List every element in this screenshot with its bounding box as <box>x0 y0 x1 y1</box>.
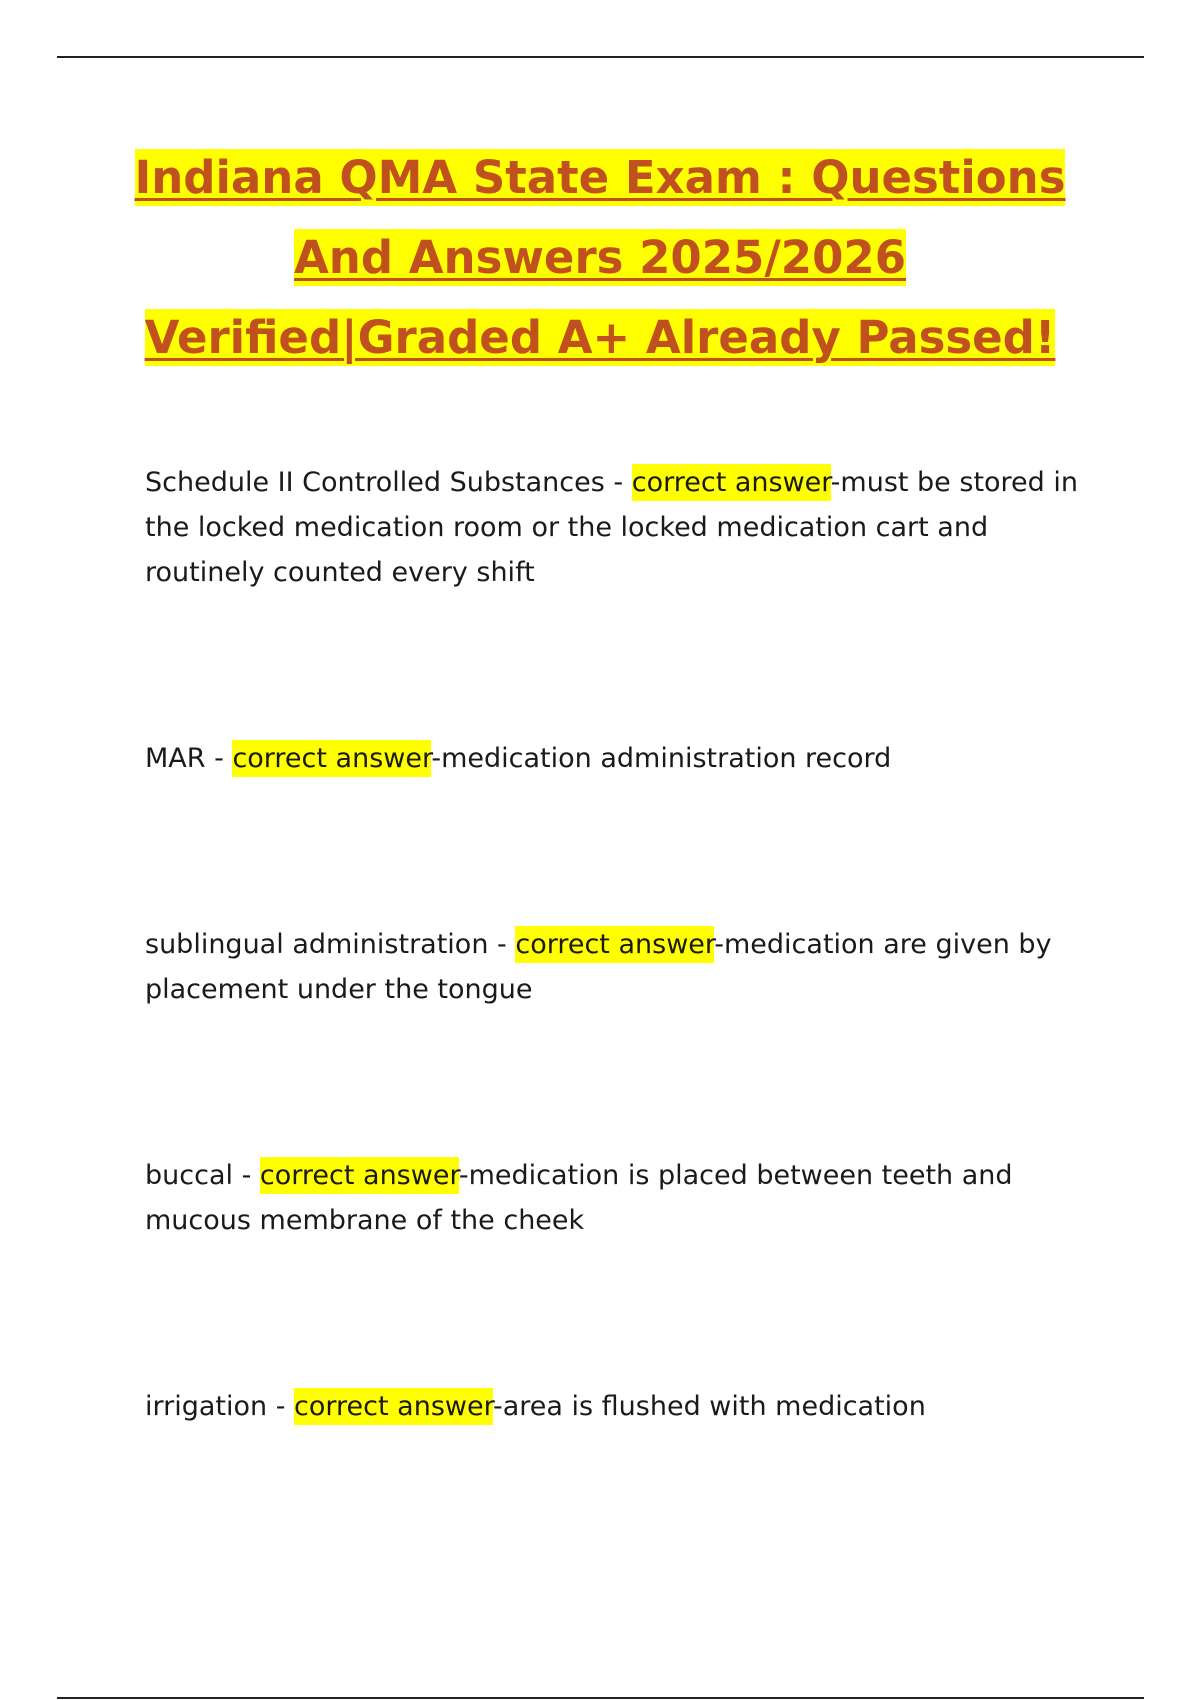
correct-answer-highlight: correct answer <box>232 740 431 777</box>
entry-term: sublingual administration - <box>145 929 516 960</box>
entry-answer: -area is flushed with medication <box>492 1391 926 1422</box>
entry-answer: -must be stored in the locked medication room or the locked medication cart and routinely counted every shift <box>145 467 1079 588</box>
qa-entry-irrigation <box>145 1384 1105 1429</box>
header-rule <box>57 56 1144 58</box>
title-line-1: Indiana QMA State Exam : Questions <box>134 151 1066 204</box>
document-title <box>60 138 1140 378</box>
qa-entry-schedule-ii <box>145 460 1105 595</box>
entry-term: irrigation - <box>145 1391 295 1422</box>
entry-term: MAR - <box>145 743 233 774</box>
correct-answer-highlight: correct answer <box>260 1157 459 1194</box>
entry-term: buccal - <box>145 1160 260 1191</box>
qa-entry-sublingual <box>145 922 1105 1012</box>
correct-answer-highlight: correct answer <box>294 1388 493 1425</box>
correct-answer-highlight: correct answer <box>632 464 831 501</box>
entry-answer: -medication is placed between teeth and mucous membrane of the cheek <box>145 1160 1013 1236</box>
entry-answer: -medication administration record <box>431 743 892 774</box>
qa-entry-mar <box>145 736 1105 781</box>
qa-entry-buccal <box>145 1153 1105 1243</box>
correct-answer-highlight: correct answer <box>515 926 714 963</box>
title-line-2: And Answers 2025/2026 <box>293 231 907 284</box>
entry-term: Schedule II Controlled Substances - <box>145 467 632 498</box>
entry-answer: -medication are given by placement under the tongue <box>145 929 1052 1005</box>
title-line-3: Verified|Graded A+ Already Passed! <box>144 311 1056 364</box>
footer-rule <box>57 1697 1144 1699</box>
